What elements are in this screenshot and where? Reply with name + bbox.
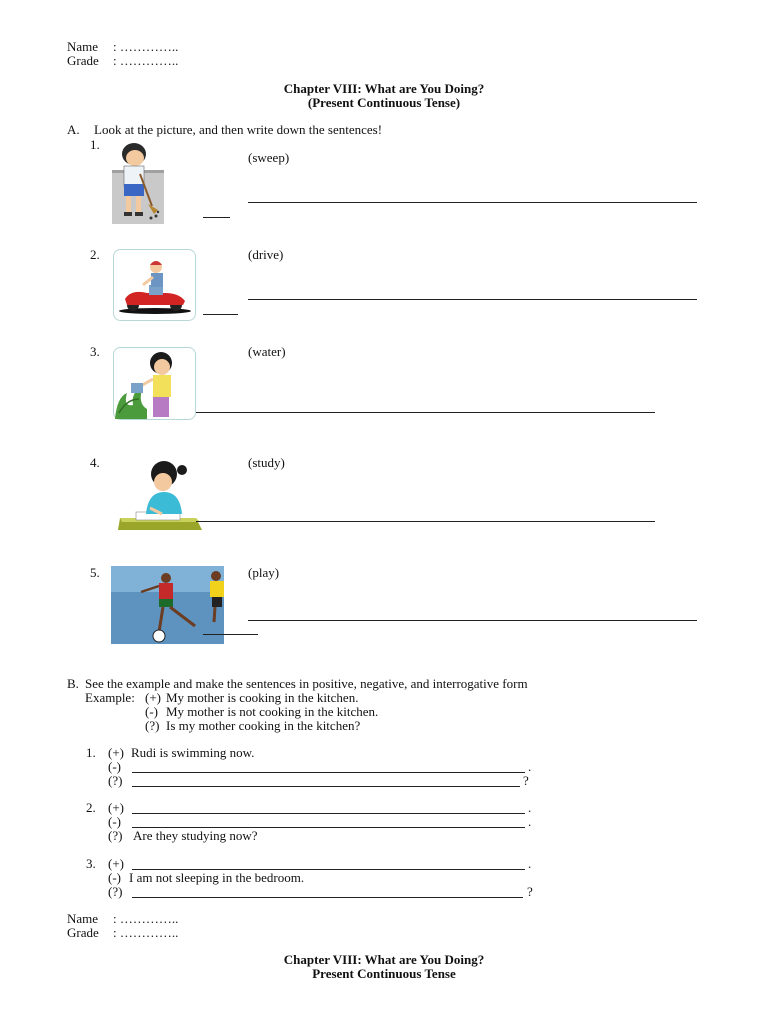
sentence-end-mark: .: [528, 814, 532, 829]
name-label: Name: [67, 39, 99, 54]
answer-line: [196, 412, 655, 413]
boys-playing-football-image: [111, 566, 224, 644]
section-b-letter: B.: [67, 676, 79, 691]
exercise-number: 2.: [86, 800, 96, 815]
page-title: Chapter VIII: What are You Doing?: [283, 952, 485, 967]
exercise-sign: (?): [108, 773, 123, 788]
item-number: 4.: [90, 455, 100, 470]
grade-label: Grade: [67, 53, 99, 68]
sentence-end-mark: .: [528, 800, 532, 815]
answer-line-continued: [203, 217, 230, 218]
sentence-end-mark: ?: [527, 884, 533, 899]
answer-line-continued: [203, 314, 238, 315]
exercise-number: 1.: [86, 745, 96, 760]
section-a-instruction: Look at the picture, and then write down the sentences!: [94, 122, 383, 137]
name-value: : …………..: [113, 39, 179, 54]
answer-line-continued: [203, 634, 258, 635]
section-a-letter: A.: [67, 122, 80, 137]
exercise-sign: (?): [108, 828, 123, 843]
example-sentence: My mother is cooking in the kitchen.: [166, 690, 359, 705]
answer-line: [132, 772, 525, 773]
grade-value: : …………..: [113, 925, 179, 940]
exercise-sentence: Rudi is swimming now.: [131, 745, 255, 760]
example-sentence: My mother is not cooking in the kitchen.: [166, 704, 379, 719]
exercise-sign: (+): [108, 745, 124, 760]
name-value: : …………..: [113, 911, 179, 926]
page-title: Chapter VIII: What are You Doing?: [283, 81, 485, 96]
exercise-sign: (+): [108, 856, 124, 871]
item-number: 1.: [90, 137, 100, 152]
girl-studying-image: [116, 458, 204, 533]
verb-hint: (drive): [248, 247, 284, 262]
boy-sweeping-image: [112, 140, 164, 224]
item-number: 5.: [90, 565, 100, 580]
section-b-instruction: See the example and make the sentences in positive, negative, and interrogative form: [85, 676, 528, 691]
girl-driving-scooter-image: [113, 249, 196, 321]
name-label: Name: [67, 911, 99, 926]
sentence-end-mark: .: [528, 759, 532, 774]
example-label: Example:: [85, 690, 135, 705]
example-sign: (+): [145, 690, 161, 705]
exercise-sign: (+): [108, 800, 124, 815]
answer-line: [248, 620, 697, 621]
exercise-sentence: Are they studying now?: [133, 828, 258, 843]
item-number: 2.: [90, 247, 100, 262]
sentence-end-mark: .: [528, 856, 532, 871]
example-sign: (?): [145, 718, 160, 733]
example-sentence: Is my mother cooking in the kitchen?: [166, 718, 361, 733]
example-sign: (-): [145, 704, 158, 719]
exercise-sentence: I am not sleeping in the bedroom.: [129, 870, 305, 885]
answer-line: [132, 897, 523, 898]
answer-line: [132, 786, 520, 787]
verb-hint: (play): [248, 565, 280, 580]
exercise-sign: (?): [108, 884, 123, 899]
exercise-sign: (-): [108, 870, 121, 885]
exercise-number: 3.: [86, 856, 96, 871]
answer-line: [248, 299, 697, 300]
sentence-end-mark: ?: [523, 773, 529, 788]
verb-hint: (water): [248, 344, 286, 359]
grade-label: Grade: [67, 925, 99, 940]
exercise-sign: (-): [108, 759, 121, 774]
girl-watering-plant-image: [113, 347, 196, 420]
exercise-sign: (-): [108, 814, 121, 829]
item-number: 3.: [90, 344, 100, 359]
answer-line: [132, 813, 525, 814]
answer-line: [248, 202, 697, 203]
page-subtitle: (Present Continuous Tense): [307, 95, 461, 110]
verb-hint: (sweep): [248, 150, 290, 165]
verb-hint: (study): [248, 455, 285, 470]
page-subtitle: Present Continuous Tense: [312, 966, 456, 981]
grade-value: : …………..: [113, 53, 179, 68]
answer-line: [196, 521, 655, 522]
